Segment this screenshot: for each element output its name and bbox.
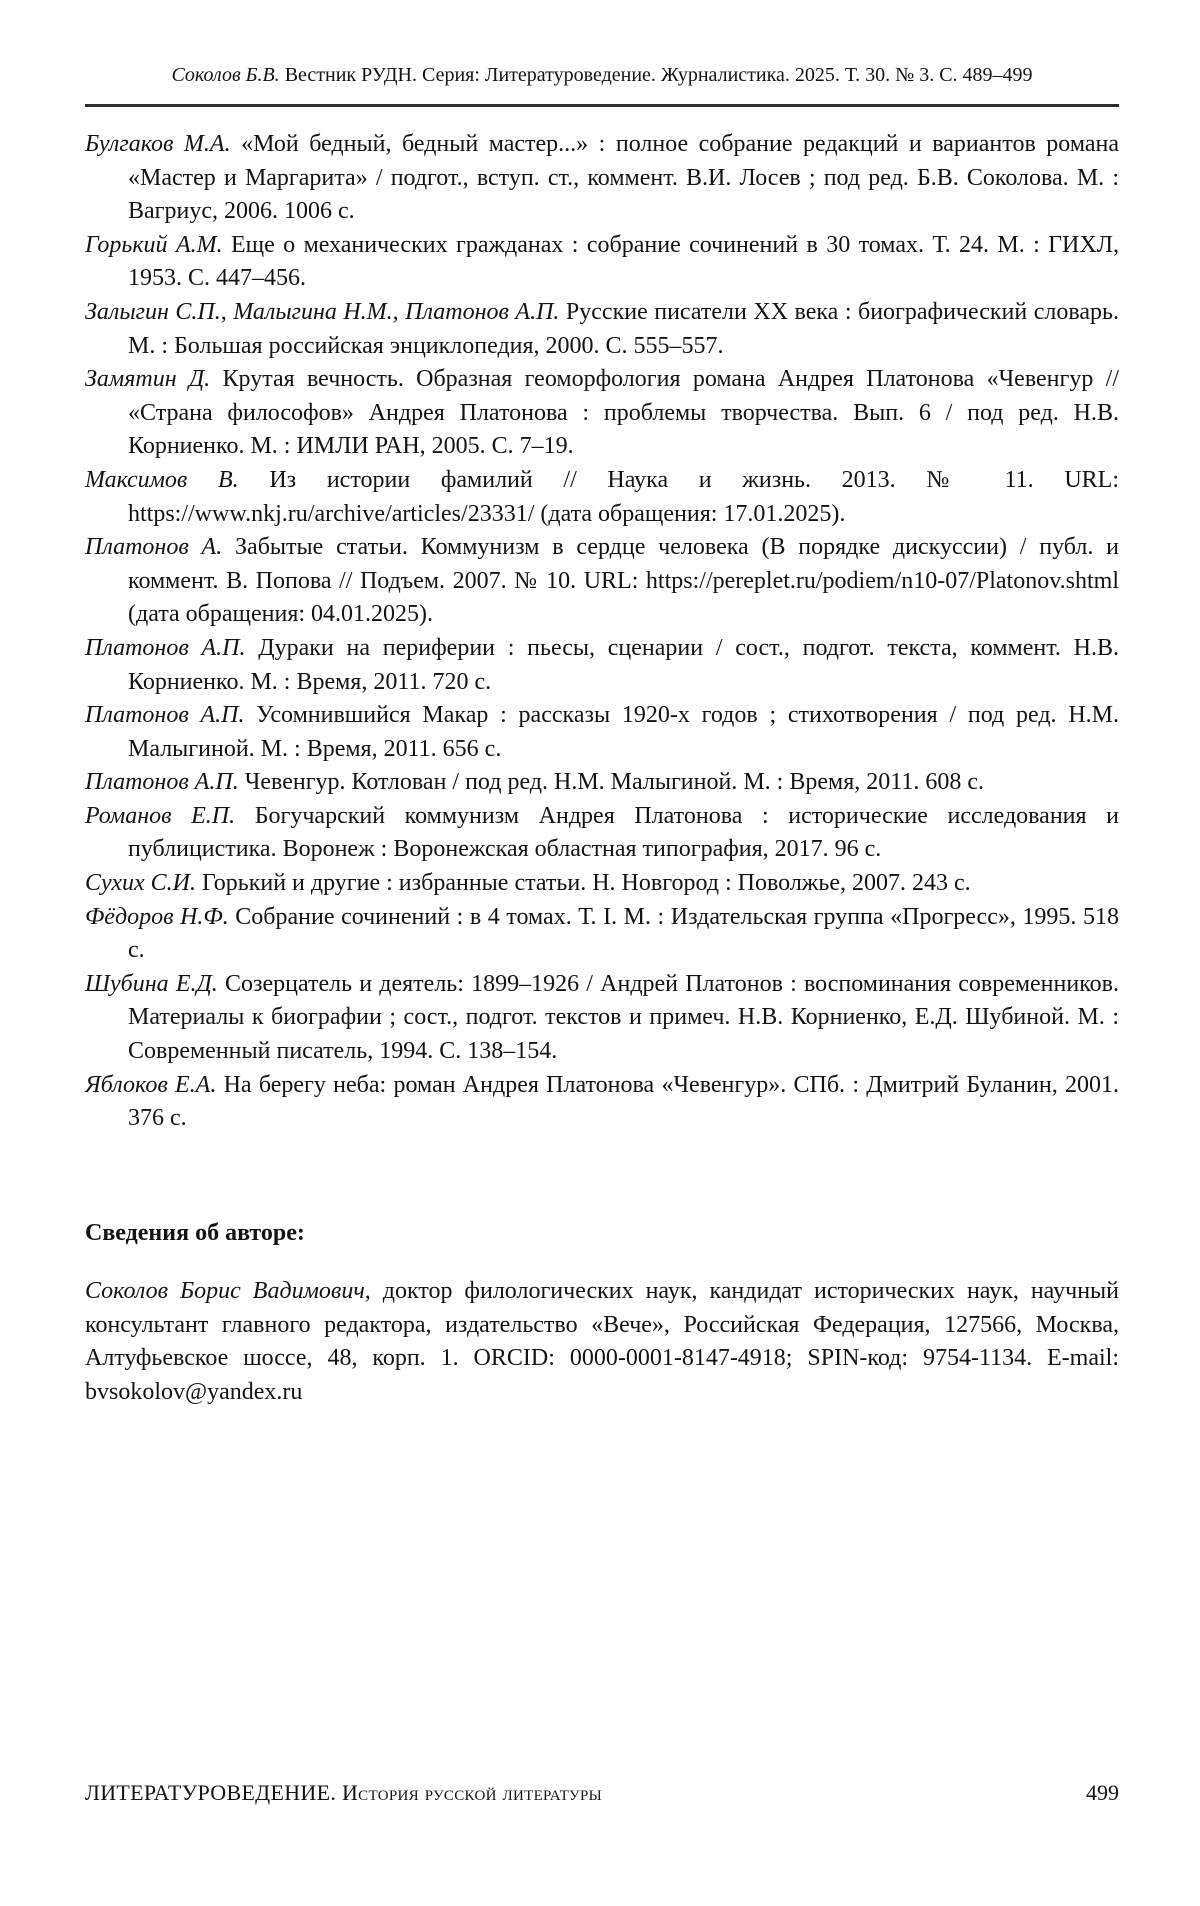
reference-authors: Сухих С.И. xyxy=(85,870,196,897)
reference-authors: Максимов В. xyxy=(85,466,239,493)
footer-section-title: ЛИТЕРАТУРОВЕДЕНИЕ. xyxy=(85,1780,342,1805)
footer-section xyxy=(85,1780,602,1806)
reference-entry xyxy=(85,867,1119,901)
page-number: 499 xyxy=(1086,1780,1119,1805)
page-footer xyxy=(85,1780,1119,1806)
running-head xyxy=(85,62,1119,88)
about-author-text xyxy=(85,1275,1119,1409)
reference-text: Крутая вечность. Образная геоморфология романа Андрея Платонова «Чевенгур // «Страна философов» Андрея Платонова : проблемы творчества. Вып. 6 / под ред. Н.В. Корниенко. М. : ИМЛИ РАН, 2005. С. 7–19. xyxy=(128,366,1119,460)
reference-entry xyxy=(85,800,1119,867)
header-rule xyxy=(85,104,1119,107)
reference-authors: Горький А.М. xyxy=(85,231,223,258)
reference-text: Из истории фамилий // Наука и жизнь. 2013. № 11. URL: https://www.nkj.ru/archive/articles/23331/ (дата обращения: 17.01.2025). xyxy=(128,466,1119,527)
reference-text: Собрание сочинений : в 4 томах. Т. I. М. : Издательская группа «Прогресс», 1995. 518 с. xyxy=(128,903,1119,964)
reference-text: Созерцатель и деятель: 1899–1926 / Андрей Платонов : воспоминания современников. Материалы к биографии ; сост., подгот. текстов и примеч. Н.В. Корниенко, Е.Д. Шубиной. М. : Современный писатель, 1994. С. 138–154. xyxy=(128,970,1119,1065)
reference-text: Дураки на периферии : пьесы, сценарии / сост., подгот. текста, коммент. Н.В. Корниенко. М. : Время, 2011. 720 с. xyxy=(128,634,1119,695)
page-content xyxy=(85,0,1119,1433)
references-list xyxy=(85,128,1119,1136)
reference-authors: Шубина Е.Д. xyxy=(85,970,218,997)
reference-text: На берегу неба: роман Андрея Платонова «Чевенгур». СПб. : Дмитрий Буланин, 2001. 376 с. xyxy=(128,1071,1119,1132)
reference-authors: Булгаков М.А. xyxy=(85,131,231,157)
reference-authors: Платонов А. xyxy=(85,534,223,561)
reference-authors: Фёдоров Н.Ф. xyxy=(85,903,229,930)
about-author-bio: доктор филологических наук, кандидат исторических наук, научный консультант главного редактора, издательство «Вече», Российская Федерация, 127566, Москва, Алтуфьевское шоссе, 48, корп. 1. ORCID: 0000-0001-8147-4918; SPIN-код: 9754-1134. E-mail: bvsokolov@yandex.ru xyxy=(85,1278,1120,1405)
reference-text: Горький и другие : избранные статьи. Н. Новгород : Поволжье, 2007. 243 с. xyxy=(196,870,971,897)
reference-authors: Платонов А.П. xyxy=(85,769,239,796)
reference-text: «Мой бедный, бедный мастер...» : полное собрание редакций и вариантов романа «Мастер и Маргарита» / подгот., вступ. ст., коммент. В.И. Лосев ; под ред. Б.В. Соколова. М. : Вагриус, 2006. 1006 с. xyxy=(128,131,1119,225)
running-head-author: Соколов Б.В. xyxy=(171,64,280,86)
reference-entry xyxy=(85,363,1119,464)
reference-entry xyxy=(85,699,1119,766)
about-author-heading: Сведения об авторе: xyxy=(85,1219,305,1246)
reference-text: Чевенгур. Котлован / под ред. Н.М. Малыгиной. М. : Время, 2011. 608 с. xyxy=(238,769,984,796)
reference-authors: Романов Е.П. xyxy=(85,802,236,829)
reference-entry xyxy=(85,128,1119,229)
reference-authors: Яблоков Е.А. xyxy=(85,1071,217,1098)
reference-text: Усомнившийся Макар : рассказы 1920-х годов ; стихотворения / под ред. Н.М. Малыгиной. М. : Время, 2011. 656 с. xyxy=(128,702,1119,762)
reference-entry xyxy=(85,1069,1119,1136)
reference-text: Богучарский коммунизм Андрея Платонова : исторические исследования и публицистика. Воронеж : Воронежская областная типография, 2017. 96 с. xyxy=(128,802,1120,863)
reference-text: Забытые статьи. Коммунизм в сердце человека (В порядке дискуссии) / публ. и коммент. В. Попова // Подъем. 2007. № 10. URL: https://pereplet.ru/podiem/n10-07/Platonov.shtml (дата обращения: 04.01.2025). xyxy=(128,534,1119,628)
footer-subsection-title: История русской литературы xyxy=(341,1780,602,1805)
about-author-name: Соколов Борис Вадимович, xyxy=(85,1278,371,1304)
reference-authors: Платонов А.П. xyxy=(85,702,245,729)
reference-authors: Платонов А.П. xyxy=(85,634,246,661)
reference-entry xyxy=(85,968,1119,1069)
reference-entry xyxy=(85,464,1119,531)
reference-entry xyxy=(85,766,1119,800)
reference-entry xyxy=(85,901,1119,968)
reference-authors: Залыгин С.П., Малыгина Н.М., Платонов А.П. xyxy=(85,298,560,325)
reference-text: Еще о механических гражданах : собрание сочинений в 30 томах. Т. 24. М. : ГИХЛ, 1953. С. 447–456. xyxy=(128,231,1119,292)
reference-text: Русские писатели XX века : биографический словарь. М. : Большая российская энциклопедия, 2000. С. 555–557. xyxy=(128,298,1119,359)
reference-entry xyxy=(85,296,1119,363)
reference-entry xyxy=(85,531,1119,632)
reference-entry xyxy=(85,632,1119,699)
reference-entry xyxy=(85,229,1119,296)
running-head-source: Вестник РУДН. Серия: Литературоведение. Журналистика. 2025. Т. 30. № 3. С. 489–499 xyxy=(279,64,1033,86)
reference-authors: Замятин Д. xyxy=(85,366,211,393)
